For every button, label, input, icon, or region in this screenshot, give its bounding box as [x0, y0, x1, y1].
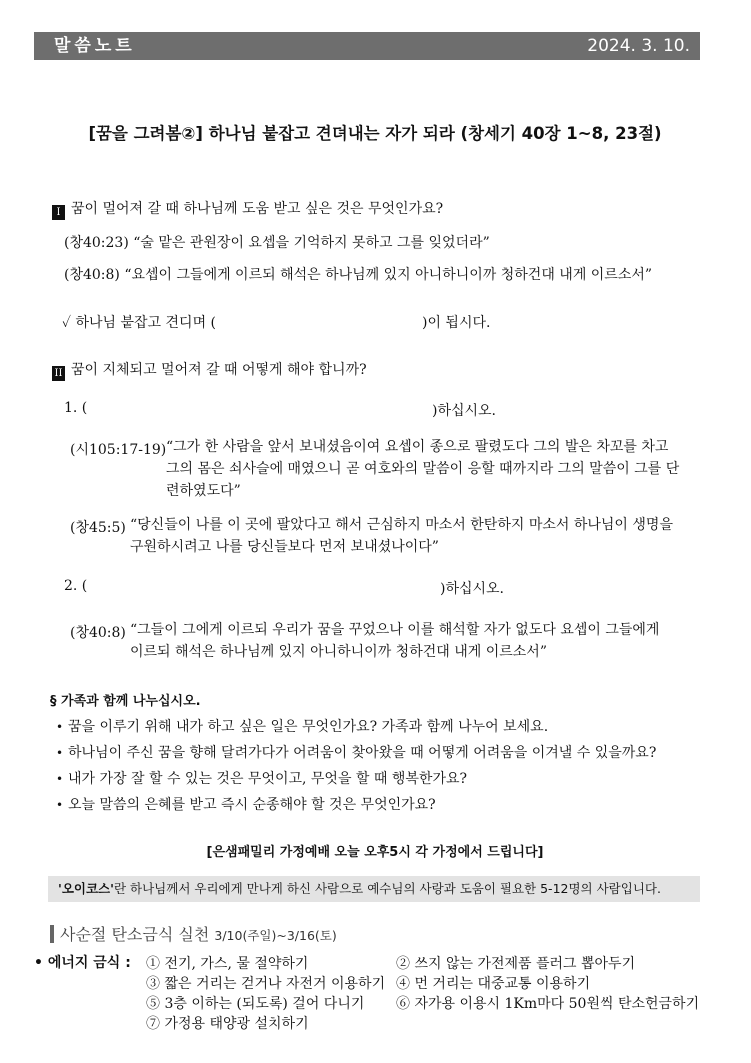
share-item-text: 꿈을 이루기 위해 내가 하고 싶은 일은 무엇인가요? 가족과 함께 나누어 보세요.	[68, 719, 549, 735]
check-mark-icon: ✓	[62, 315, 72, 331]
action-item-3: ③ 짧은 거리는 걷거나 자전거 이용하기	[146, 976, 386, 992]
share-item-text: 오늘 말씀의 은혜를 받고 즉시 순종해야 할 것은 무엇인가요?	[68, 797, 436, 813]
oikos-box	[48, 876, 700, 902]
verse1-text: “그가 한 사람을 앞서 보내셨음이여 요셉이 종으로 팔렸도다 그의 발은 차꼬를 차고 그의 몸은 쇠사슬에 매였으니 곧 여호와의 말씀이 응할 때까지라 그의 말씀이 그를 단련하였도다”	[166, 439, 680, 499]
action-item-4: ④ 먼 거리는 대중교통 이용하기	[396, 976, 591, 992]
list-item	[56, 794, 656, 820]
action-item-7: ⑦ 가정용 태양광 설치하기	[146, 1016, 309, 1032]
share-item-text: 하나님이 주신 꿈을 향해 달려가다가 어려움이 찾아왔을 때 어떻게 어려움을 이겨낼 수 있을까요?	[68, 745, 657, 761]
bullet-icon: •	[56, 772, 64, 786]
section1-question-line	[52, 198, 443, 220]
header-date: 2024. 3. 10.	[587, 36, 690, 56]
section1-fill-line	[62, 312, 216, 332]
action-item-5: ⑤ 3층 이하는 (되도록) 걸어 다니기	[146, 996, 365, 1012]
header-title: 말씀노트	[54, 36, 136, 56]
heading-bar-icon	[50, 925, 54, 943]
service-notice: [은샘패밀리 가정예배 오늘 오후5시 각 가정에서 드립니다]	[206, 845, 544, 860]
section1-verse-2: (창40:8) “요셉이 그들에게 이르되 해석은 하나님께 있지 아니하니이까 청하건대 내게 이르소서”	[64, 267, 653, 283]
lent-title: 사순절 탄소금식 실천	[60, 925, 210, 944]
list-item	[56, 768, 656, 794]
point2-suffix: )하십시오.	[440, 581, 505, 597]
action-item-6: ⑥ 자가용 이용시 1Km마다 50원씩 탄소헌금하기	[396, 996, 700, 1012]
energy-label: • 에너지 금식 :	[34, 955, 131, 971]
verse1-ref: (시105:17-19)	[70, 442, 167, 458]
list-item	[56, 742, 656, 768]
action-item-1: ① 전기, 가스, 물 절약하기	[146, 956, 309, 972]
share-list	[56, 716, 656, 820]
point1-suffix: )하십시오.	[432, 403, 497, 419]
section1-marker: I	[52, 205, 65, 220]
action-item-2: ② 쓰지 않는 가전제품 플러그 뽑아두기	[396, 956, 636, 972]
section2-question: 꿈이 지체되고 멀어져 갈 때 어떻게 해야 합니까?	[71, 362, 367, 378]
verse3-ref: (창40:8)	[70, 625, 126, 641]
bullet-icon: •	[56, 746, 64, 760]
section1-fill-prefix: 하나님 붙잡고 견디며 (	[75, 315, 217, 331]
share-item-text: 내가 가장 잘 할 수 있는 것은 무엇이고, 무엇을 할 때 행복한가요?	[68, 771, 468, 787]
list-item	[56, 716, 656, 742]
verse2-ref: (창45:5)	[70, 520, 126, 536]
section2-question-line	[52, 359, 367, 381]
bullet-icon: •	[56, 798, 64, 812]
section2-marker: II	[52, 366, 65, 381]
sermon-title: [꿈을 그려봄②] 하나님 붙잡고 견뎌내는 자가 되라 (창세기 40장 1~8, 23절)	[88, 124, 662, 143]
point2-prefix: 2. (	[64, 578, 88, 594]
lent-dates: 3/10(주일)~3/16(토)	[214, 928, 337, 943]
section1-fill-suffix: )이 됩시다.	[422, 315, 491, 331]
verse2-text: “당신들이 나를 이 곳에 팔았다고 해서 근심하지 마소서 한탄하지 마소서 하나님이 생명을 구원하시려고 나를 당신들보다 먼저 보내셨나이다”	[130, 517, 673, 555]
bullet-icon: •	[56, 720, 64, 734]
point1-prefix: 1. (	[64, 400, 88, 416]
header-bar	[34, 32, 700, 60]
verse3-text: “그들이 그에게 이르되 우리가 꿈을 꾸었으나 이를 해석할 자가 없도다 요셉이 그들에게 이르되 해석은 하나님께 있지 아니하니이까 청하건대 내게 이르소서”	[130, 622, 660, 660]
share-heading: § 가족과 함께 나누십시오.	[50, 694, 201, 709]
section1-verse-1: (창40:23) “술 맡은 관원장이 요셉을 기억하지 못하고 그를 잊었더라”	[64, 235, 490, 251]
section1-question: 꿈이 멀어져 갈 때 하나님께 도움 받고 싶은 것은 무엇인가요?	[71, 201, 444, 217]
oikos-text: 란 하나님께서 우리에게 만나게 하신 사람으로 예수님의 사랑과 도움이 필요한 5-12명의 사람입니다.	[113, 881, 661, 896]
lent-heading	[50, 922, 337, 945]
oikos-term: '오이코스'	[58, 881, 114, 896]
